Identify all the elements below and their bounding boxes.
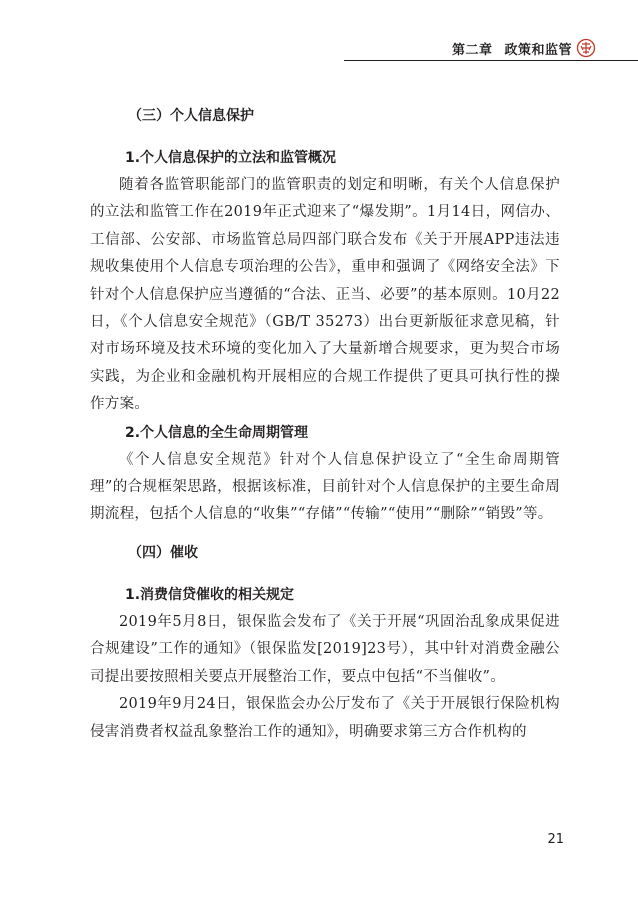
paragraph: 随着各监管职能部门的监管职责的划定和明晰，有关个人信息保护的立法和监管工作在2019年正式迎来了“爆发期”。1月14日，网信办、工信部、公安部、市场监管总局四部门联合发布《关于开展APP违法违规收集使用个人信息专项治理的公告》，重申和强调了《网络安全法》下针对个人信息保护应当遵循的“合法、正当、必要”的基本原则。10月22日，《个人信息安全规范》（GB/T 35273）出台更新版征求意见稿，针对市场环境及技术环境的变化加入了大量新增合规要求，更为契合市场实践，为企业和金融机构开展相应的合规工作提供了更具可执行性的操作方案。 (90, 177, 560, 413)
running-header (452, 38, 596, 58)
chapter-title: 政策和监管 (504, 42, 572, 58)
subheading-3-1: 1.个人信息保护的立法和监管概况 (125, 150, 337, 166)
subheading-4-1: 1.消费信贷催收的相关规定 (125, 586, 295, 603)
paragraph: 2019年5月8日，银保监会发布了《关于开展“巩固治乱象成果促进合规建设”工作的通知》（银保监发[2019]23号），其中针对消费金融公司提出要按照相关要点开展整治工作，要点中包括“不当催收”。 (90, 613, 560, 685)
decorative-seal-icon (576, 38, 596, 58)
page-body (90, 104, 560, 746)
section-heading-3: （三）个人信息保护 (128, 108, 254, 124)
section-heading-4: （四）催收 (128, 544, 198, 561)
paragraph: 《个人信息安全规范》针对个人信息保护设立了“全生命周期管理”的合规框架思路，根据该标准，目前针对个人信息保护的主要生命周期流程，包括个人信息的“收集”“存储”“传输”“使用”“删除”“销毁”等。 (90, 451, 560, 523)
paragraph: 2019年9月24日，银保监会办公厅发布了《关于开展银行保险机构侵害消费者权益乱象整治工作的通知》，明确要求第三方合作机构的 (90, 696, 560, 740)
subheading-3-2: 2.个人信息的全生命周期管理 (125, 424, 309, 441)
page-number: 21 (547, 832, 564, 847)
chapter-label: 第二章 (451, 42, 493, 58)
header-rule (344, 60, 638, 61)
